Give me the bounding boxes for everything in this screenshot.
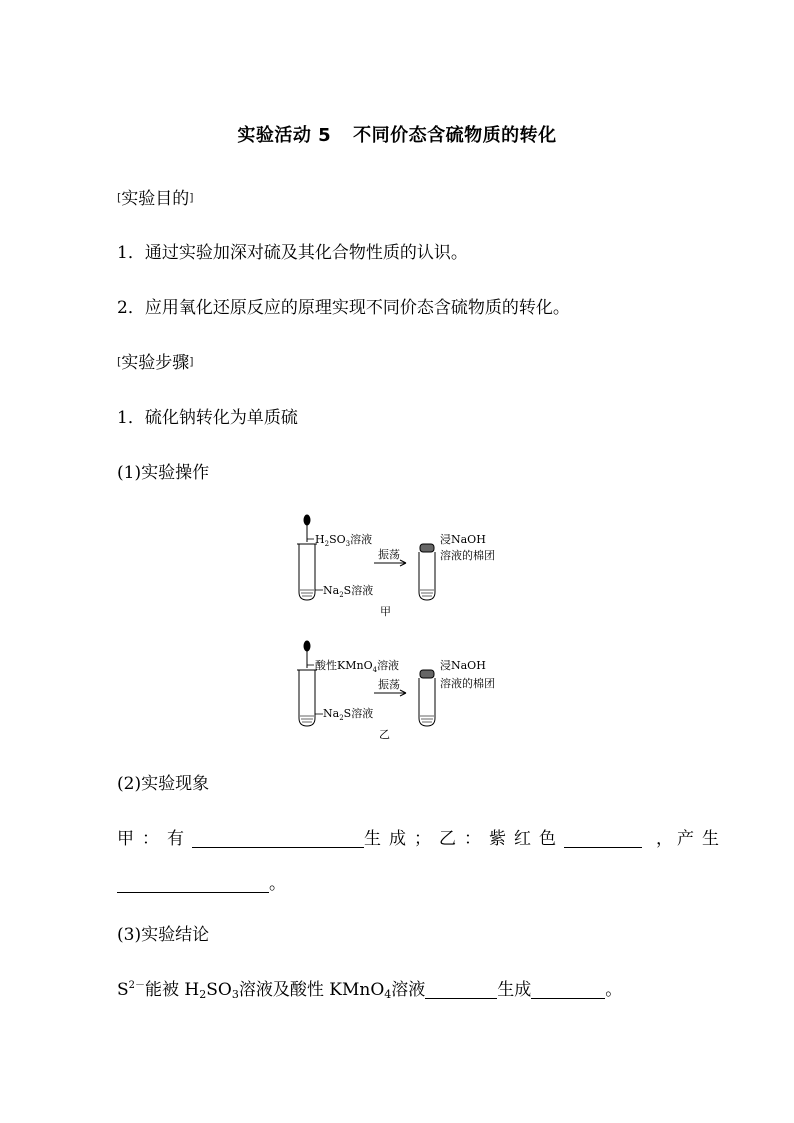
- section-heading-steps: [117, 348, 194, 373]
- conclusion-text-2: SO: [206, 980, 232, 1000]
- diagram-yi: [290, 638, 520, 748]
- solution-label-jia: $Na_2S$溶液: [323, 584, 374, 599]
- test-tube-icon: [297, 670, 317, 726]
- section-label-steps: 实验步骤: [121, 353, 190, 373]
- purpose-item-2: 2．应用氧化还原反应的原理实现不同价态含硫物质的转化。: [117, 298, 570, 318]
- section-label-purpose: 实验目的: [121, 189, 190, 209]
- step-1-title: 1．硫化钠转化为单质硫: [117, 408, 298, 428]
- conclusion-sub-3: 4: [384, 988, 392, 1001]
- bracket-right-icon: ]: [189, 355, 194, 368]
- solution-label-yi: $Na_2S$溶液: [323, 707, 374, 722]
- page-title: [0, 121, 794, 147]
- dropper-icon: [304, 515, 310, 542]
- cotton-test-tube-icon: [419, 670, 435, 726]
- answer-blank-5[interactable]: [531, 980, 605, 999]
- answer-blank-2[interactable]: [564, 829, 642, 848]
- cotton-test-tube-icon: [419, 544, 435, 600]
- action-label-yi: 振荡: [378, 678, 400, 691]
- action-label-jia: 振荡: [378, 548, 400, 561]
- conclusion-text-4: 溶液: [391, 980, 426, 1000]
- test-tube-icon: [297, 544, 317, 600]
- operation-heading: (1)实验操作: [117, 463, 210, 483]
- diagram-jia: [290, 512, 520, 622]
- phenomenon-heading: (2)实验现象: [117, 774, 210, 794]
- cotton-label-line1-yi: 浸NaOH: [440, 659, 486, 672]
- reagent-label-jia: $H_2SO_3$溶液: [315, 533, 373, 548]
- conclusion-text-5: 生成: [497, 980, 532, 1000]
- conclusion-sub-2: 3: [231, 988, 239, 1001]
- conclusion-text-1: 能被 H: [145, 980, 200, 1000]
- conclusion-heading: (3)实验结论: [117, 925, 210, 945]
- conclusion-answer-line: [117, 975, 622, 1001]
- cotton-label-line1-jia: 浸NaOH: [440, 533, 486, 546]
- answer-blank-4[interactable]: [425, 980, 497, 999]
- phenomenon-yi-label: 生成；乙：紫红色: [364, 829, 564, 849]
- phenomenon-produce-label: 产生: [677, 829, 727, 849]
- conclusion-sub-1: 2: [199, 988, 207, 1001]
- cotton-label-line2-yi: 溶液的棉团: [440, 677, 495, 690]
- bracket-left-icon: [: [117, 191, 122, 204]
- phenomenon-comma: ，: [656, 829, 673, 849]
- diagram-label-jia: 甲: [380, 605, 391, 618]
- answer-blank-3[interactable]: [117, 874, 269, 893]
- sulfide-symbol: S: [117, 980, 129, 1000]
- conclusion-text-3: 溶液及酸性 KMnO: [238, 980, 385, 1000]
- phenomenon-answer-line-2: [117, 869, 286, 894]
- bracket-right-icon: ]: [189, 191, 194, 204]
- conclusion-end: 。: [605, 980, 623, 1000]
- dropper-icon: [304, 641, 310, 668]
- bracket-left-icon: [: [117, 355, 122, 368]
- purpose-item-1: 1．通过实验加深对硫及其化合物性质的认识。: [117, 243, 468, 263]
- phenomenon-jia-label: 甲：有: [117, 829, 192, 849]
- answer-blank-1[interactable]: [192, 829, 364, 848]
- diagram-label-yi: 乙: [379, 728, 390, 741]
- phenomenon-answer-line: [117, 824, 727, 849]
- phenomenon-end: 。: [269, 874, 286, 894]
- cotton-label-line2-jia: 溶液的棉团: [440, 549, 495, 562]
- reagent-label-yi: 酸性KMnO$_4$溶液: [315, 659, 400, 674]
- title-topic: 不同价态含硫物质的转化: [353, 125, 557, 146]
- sulfide-charge: 2－: [128, 980, 146, 991]
- title-activity: 实验活动 5: [237, 125, 332, 146]
- section-heading-purpose: [117, 184, 194, 209]
